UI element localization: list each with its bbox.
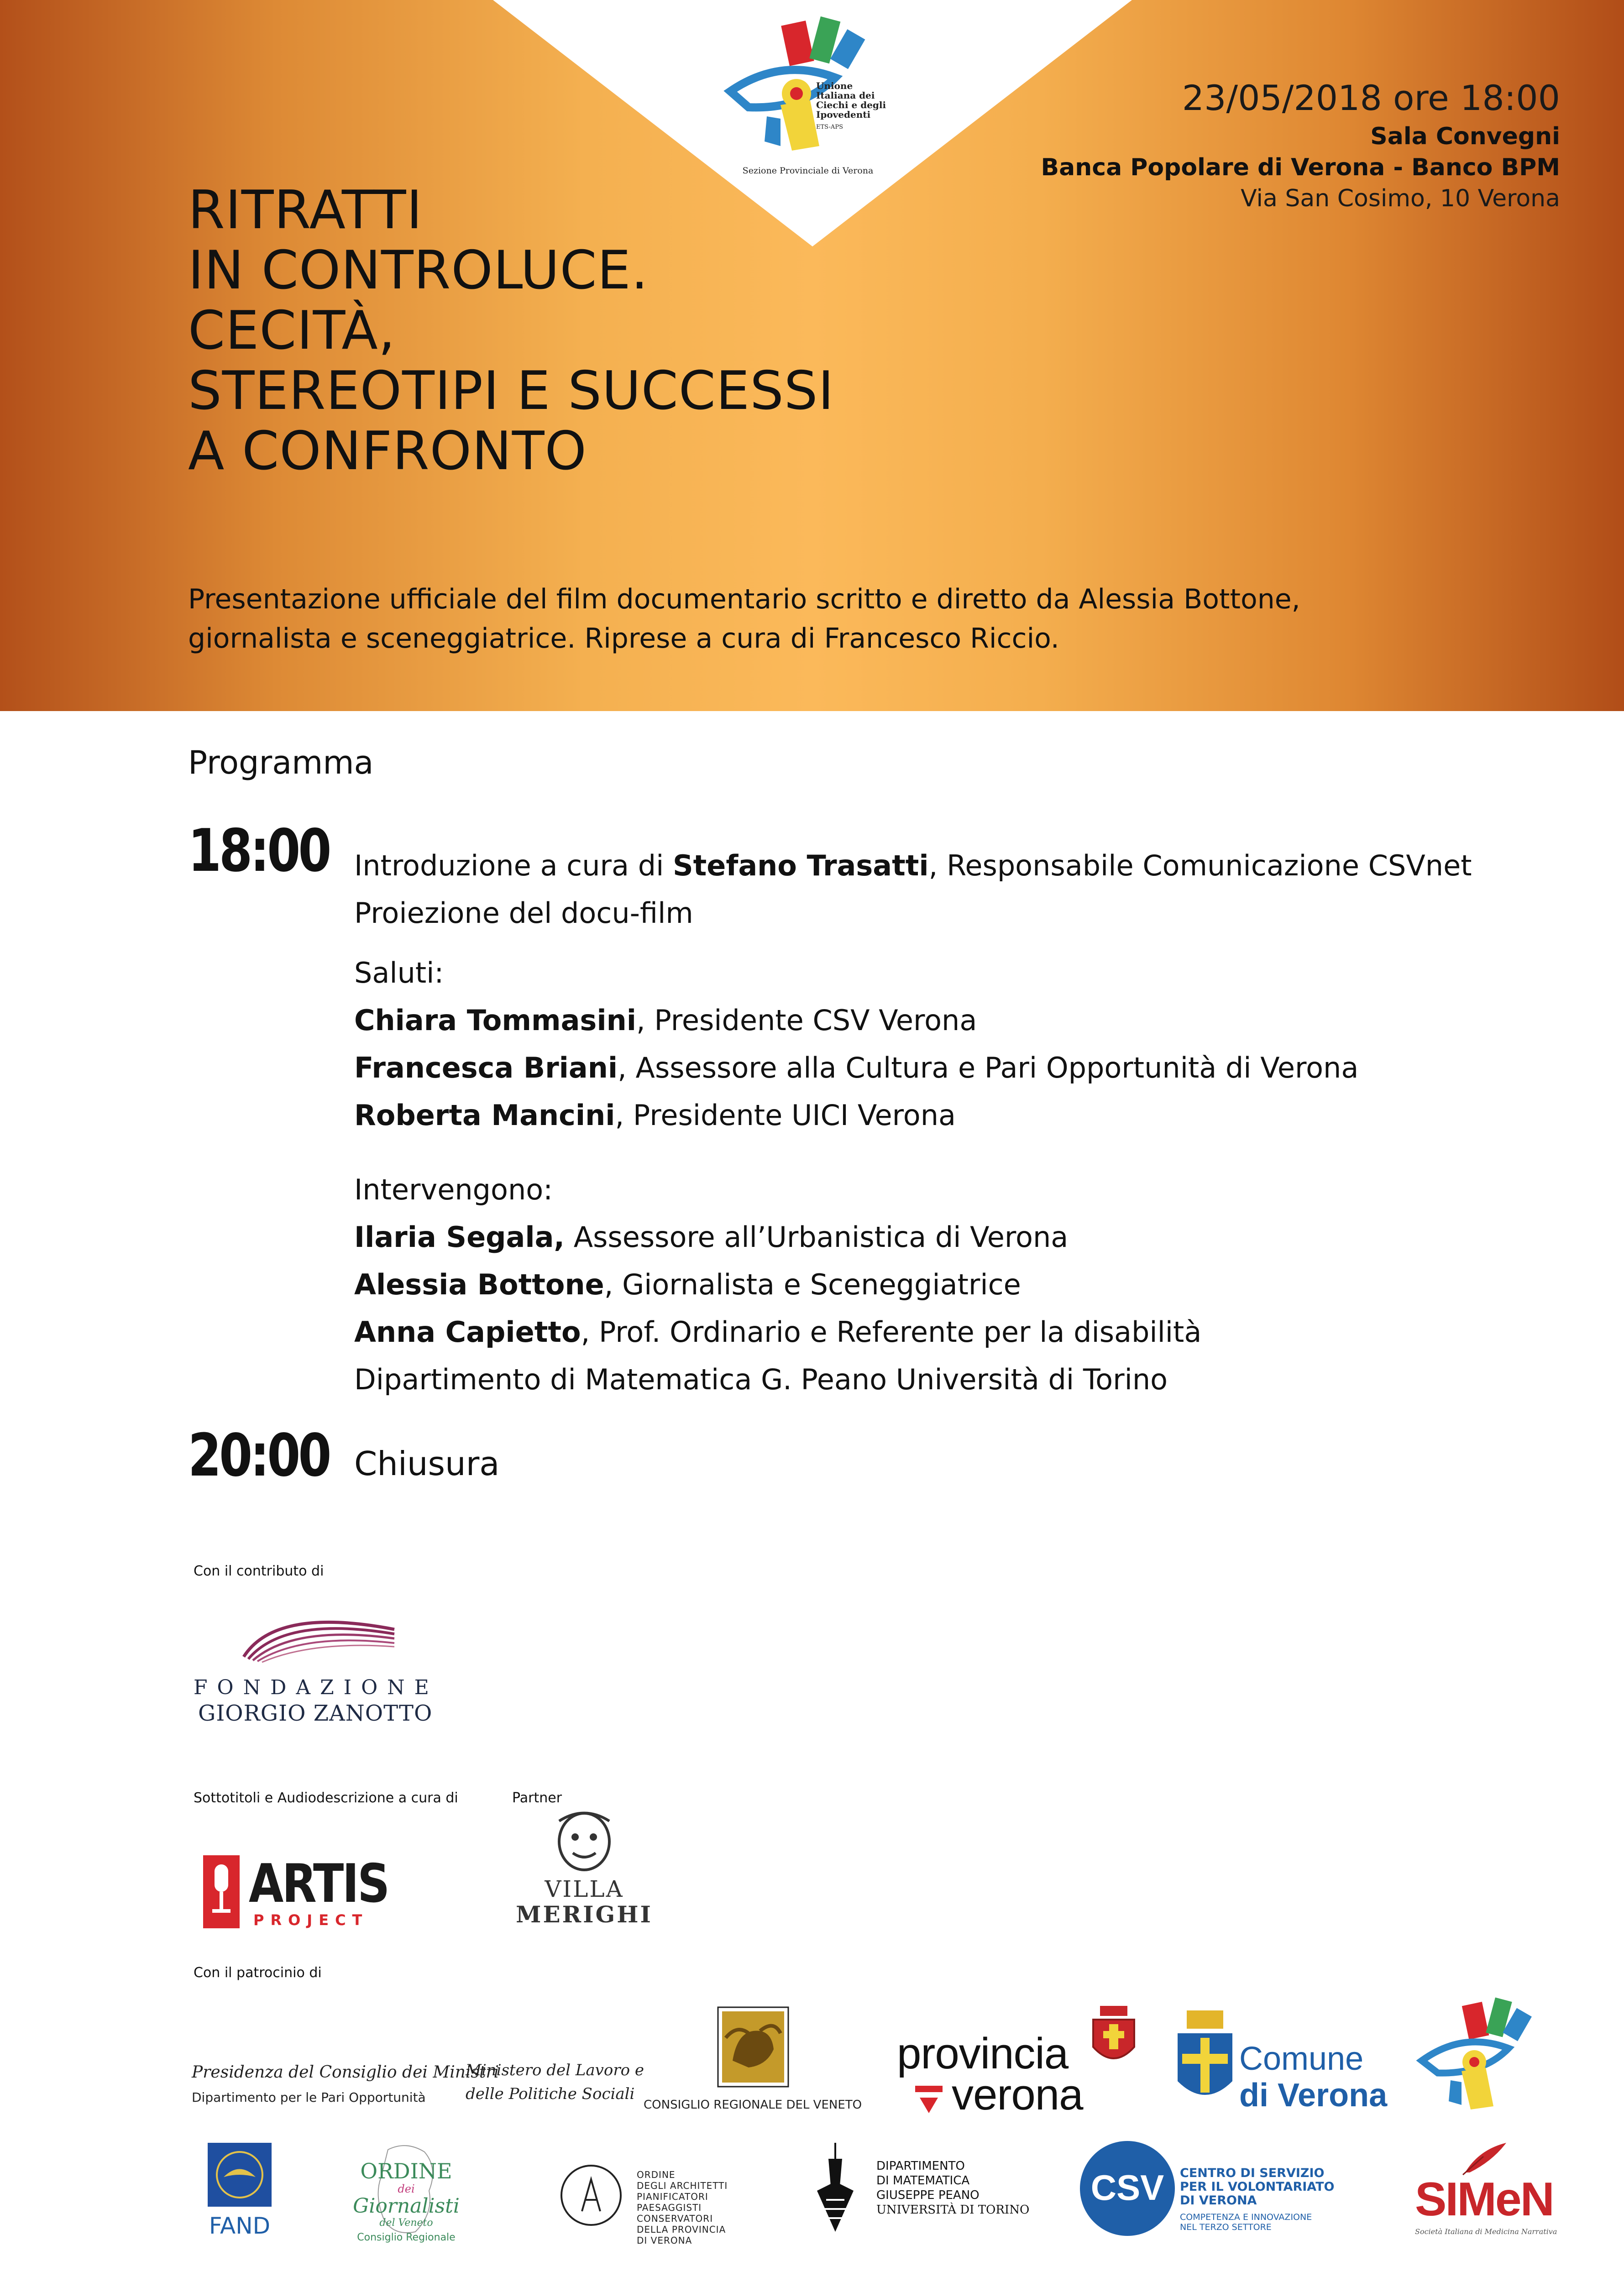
event-title bbox=[188, 180, 834, 482]
sottotitoli-label: Sottotitoli e Audiodescrizione a cura di bbox=[194, 1790, 458, 1806]
ordine-line-1: ORDINE bbox=[360, 2159, 452, 2183]
simen-feather-icon bbox=[1456, 2141, 1511, 2177]
person-role: , Presidente UICI Verona bbox=[615, 1099, 956, 1132]
venue-address: Via San Cosimo, 10 Verona bbox=[1241, 185, 1560, 212]
csv-line: CENTRO DI SERVIZIO bbox=[1180, 2166, 1325, 2180]
patrocinio-label: Con il patrocinio di bbox=[194, 1965, 322, 1981]
saluti-person bbox=[354, 997, 1358, 1044]
architetti-line: DI VERONA bbox=[637, 2235, 692, 2246]
intro-speaker: Stefano Trasatti bbox=[673, 849, 929, 882]
uici-logo-line-2: Italiana dei bbox=[816, 90, 875, 101]
csv-circle-icon bbox=[1077, 2138, 1178, 2239]
person-role: , Presidente CSV Verona bbox=[636, 1004, 977, 1037]
subtitle-line: Presentazione ufficiale del film documentario scritto e diretto da Alessia Bottone, bbox=[188, 583, 1300, 615]
time-slot-1: 18:00 bbox=[188, 817, 330, 885]
artis-name: ARTIS bbox=[249, 1853, 388, 1915]
fondazione-line-1: FONDAZIONE bbox=[194, 1676, 439, 1699]
villa-crest-icon bbox=[507, 1807, 662, 1876]
fondazione-zanotto-logo bbox=[194, 1597, 467, 1734]
event-info bbox=[1041, 75, 1560, 214]
csv-sub-line: NEL TERZO SETTORE bbox=[1180, 2222, 1272, 2232]
consiglio-label: CONSIGLIO REGIONALE DEL VENETO bbox=[644, 2098, 862, 2112]
peano-tower-icon bbox=[808, 2141, 863, 2241]
saluti-person bbox=[354, 1092, 1358, 1139]
comune-verona-logo bbox=[1175, 2008, 1404, 2122]
person-role: Assessore all’Urbanistica di Verona bbox=[564, 1220, 1069, 1254]
csv-text bbox=[1180, 2167, 1334, 2232]
simen-name: SIMeN bbox=[1415, 2173, 1553, 2226]
title-line: CECITÀ, bbox=[188, 300, 396, 361]
architetti-line: DELLA PROVINCIA bbox=[637, 2224, 726, 2235]
title-line: RITRATTI bbox=[188, 179, 423, 241]
person-role: , Giornalista e Sceneggiatrice bbox=[604, 1268, 1021, 1301]
simen-sub: Società Italiana di Medicina Narrativa bbox=[1415, 2227, 1557, 2236]
person-name: Chiara Tommasini bbox=[354, 1004, 636, 1037]
saluti-person bbox=[354, 1044, 1358, 1092]
dip-matematica-logo bbox=[808, 2141, 1045, 2245]
architetti-line: PAESAGGISTI bbox=[637, 2202, 702, 2213]
event-subtitle bbox=[188, 580, 1580, 658]
provincia-verona-logo bbox=[897, 2004, 1139, 2122]
ordine-line-4: del Veneto bbox=[379, 2217, 433, 2229]
person-role: , Prof. Ordinario e Referente per la disabilità bbox=[581, 1315, 1202, 1349]
csv-sub bbox=[1180, 2212, 1334, 2232]
comune-cross-shield-icon bbox=[1175, 2008, 1235, 2109]
lion-of-saint-mark-icon bbox=[717, 2006, 790, 2088]
interventi-person bbox=[354, 1214, 1201, 1261]
venue-bank: Banca Popolare di Verona - Banco BPM bbox=[1041, 154, 1560, 181]
contributo-label: Con il contributo di bbox=[194, 1563, 324, 1579]
intro-prefix: Introduzione a cura di bbox=[354, 849, 673, 882]
ministero-logo bbox=[466, 2058, 644, 2106]
subtitle-line: giornalista e sceneggiatrice. Riprese a cura di Francesco Riccio. bbox=[188, 623, 1059, 654]
person-role: , Assessore alla Cultura e Pari Opportunità di Verona bbox=[618, 1051, 1359, 1084]
interventi-extra-line: Dipartimento di Matematica G. Peano Università di Torino bbox=[354, 1363, 1168, 1396]
uici-logo-line-5: ETS-APS bbox=[816, 124, 843, 131]
dip-matematica-text bbox=[876, 2159, 1029, 2217]
architetti-line: CONSERVATORI bbox=[637, 2213, 713, 2224]
program-intro bbox=[354, 842, 1472, 937]
saluti-label: Saluti: bbox=[354, 956, 444, 989]
ordine-architetti-logo bbox=[557, 2166, 767, 2246]
person-name: Roberta Mancini bbox=[354, 1099, 615, 1132]
person-name: Ilaria Segala, bbox=[354, 1220, 565, 1254]
dipm-line: GIUSEPPE PEANO bbox=[876, 2188, 980, 2202]
ministero-line-1: Ministero del Lavoro e bbox=[466, 2061, 644, 2079]
comune-line-1: Comune bbox=[1239, 2041, 1364, 2077]
artis-sub: PROJECT bbox=[253, 1911, 369, 1929]
simen-logo bbox=[1406, 2141, 1570, 2245]
artis-project-logo bbox=[199, 1853, 388, 1931]
dipm-line: DIPARTIMENTO bbox=[876, 2159, 965, 2173]
fondazione-line-2: GIORGIO ZANOTTO bbox=[198, 1701, 433, 1726]
villa-line-1: VILLA bbox=[545, 1876, 624, 1902]
villa-merighi-logo bbox=[507, 1807, 662, 1935]
uici-logo-section: Sezione Provinciale di Verona bbox=[742, 166, 874, 176]
csv-mark: CSV bbox=[1090, 2167, 1164, 2208]
interventi-label: Intervengono: bbox=[354, 1173, 553, 1206]
intro-role: , Responsabile Comunicazione CSVnet bbox=[928, 849, 1472, 882]
uici-logo-line-3: Ciechi e degli bbox=[816, 99, 886, 110]
person-name: Alessia Bottone bbox=[354, 1268, 604, 1301]
uici-logo-icon bbox=[712, 14, 904, 192]
fand-label: FAND bbox=[209, 2213, 271, 2239]
artis-microphone-icon bbox=[199, 1855, 244, 1928]
ordine-line-2: dei bbox=[398, 2183, 415, 2195]
person-name: Francesca Briani bbox=[354, 1051, 618, 1084]
provincia-red-mark-icon bbox=[911, 2081, 947, 2118]
consiglio-veneto-logo bbox=[644, 2006, 881, 2111]
program-closing: Chiusura bbox=[354, 1445, 500, 1483]
program-interventi bbox=[354, 1166, 1201, 1403]
interventi-person bbox=[354, 1261, 1201, 1308]
ordine-giornalisti-logo bbox=[347, 2141, 466, 2245]
ordine-line-5: Consiglio Regionale bbox=[357, 2232, 456, 2243]
fand-emblem-icon bbox=[205, 2141, 274, 2209]
partner-label: Partner bbox=[512, 1790, 562, 1806]
program-heading: Programma bbox=[188, 744, 374, 781]
ministero-line-2: delle Politiche Sociali bbox=[466, 2085, 635, 2103]
ordine-line-3: Giornalisti bbox=[353, 2194, 460, 2218]
architetti-line: ORDINE bbox=[637, 2169, 676, 2180]
uici-logo-line-1: Unione bbox=[816, 80, 853, 91]
csv-line: PER IL VOLONTARIATO bbox=[1180, 2180, 1335, 2194]
villa-line-2: MERIGHI bbox=[516, 1901, 653, 1928]
title-line: A CONFRONTO bbox=[188, 420, 587, 482]
projection-line: Proiezione del docu-film bbox=[354, 896, 693, 930]
provincia-line-2: verona bbox=[952, 2070, 1083, 2119]
title-line: STEREOTIPI E SUCCESSI bbox=[188, 360, 834, 422]
csv-verona-logo bbox=[1077, 2134, 1369, 2252]
time-slot-2: 20:00 bbox=[188, 1422, 330, 1490]
provincia-line-1: provincia bbox=[897, 2029, 1069, 2078]
title-line: IN CONTROLUCE. bbox=[188, 240, 649, 301]
interventi-person bbox=[354, 1308, 1201, 1356]
program-saluti bbox=[354, 949, 1358, 1139]
fondazione-arcs-icon bbox=[194, 1597, 403, 1666]
architetti-text bbox=[637, 2169, 728, 2246]
architetti-line: DEGLI ARCHITETTI bbox=[637, 2180, 728, 2191]
dipm-line: DI MATEMATICA bbox=[876, 2174, 970, 2188]
event-date: 23/05/2018 ore 18:00 bbox=[1182, 78, 1560, 118]
presidenza-line-2: Dipartimento per le Pari Opportunità bbox=[192, 2090, 426, 2105]
dipm-line: UNIVERSITÀ DI TORINO bbox=[876, 2203, 1030, 2217]
header-band bbox=[0, 0, 1624, 711]
presidenza-logo bbox=[192, 2063, 499, 2105]
intro-line bbox=[354, 842, 1472, 890]
architetti-line: PIANIFICATORI bbox=[637, 2191, 708, 2202]
csv-sub-line: COMPETENZA E INNOVAZIONE bbox=[1180, 2212, 1312, 2222]
person-name: Anna Capietto bbox=[354, 1315, 581, 1349]
provincia-crest-icon bbox=[1089, 2004, 1139, 2072]
uici-logo-small-icon bbox=[1410, 1994, 1561, 2131]
comune-line-2: di Verona bbox=[1239, 2077, 1388, 2114]
venue-name: Sala Convegni bbox=[1370, 123, 1560, 150]
uici-logo-line-4: Ipovedenti bbox=[816, 109, 871, 120]
csv-line: DI VERONA bbox=[1180, 2193, 1257, 2208]
presidenza-line-1: Presidenza del Consiglio dei Ministri bbox=[192, 2063, 499, 2082]
architetti-circle-icon bbox=[557, 2161, 625, 2230]
fand-logo bbox=[199, 2141, 281, 2241]
